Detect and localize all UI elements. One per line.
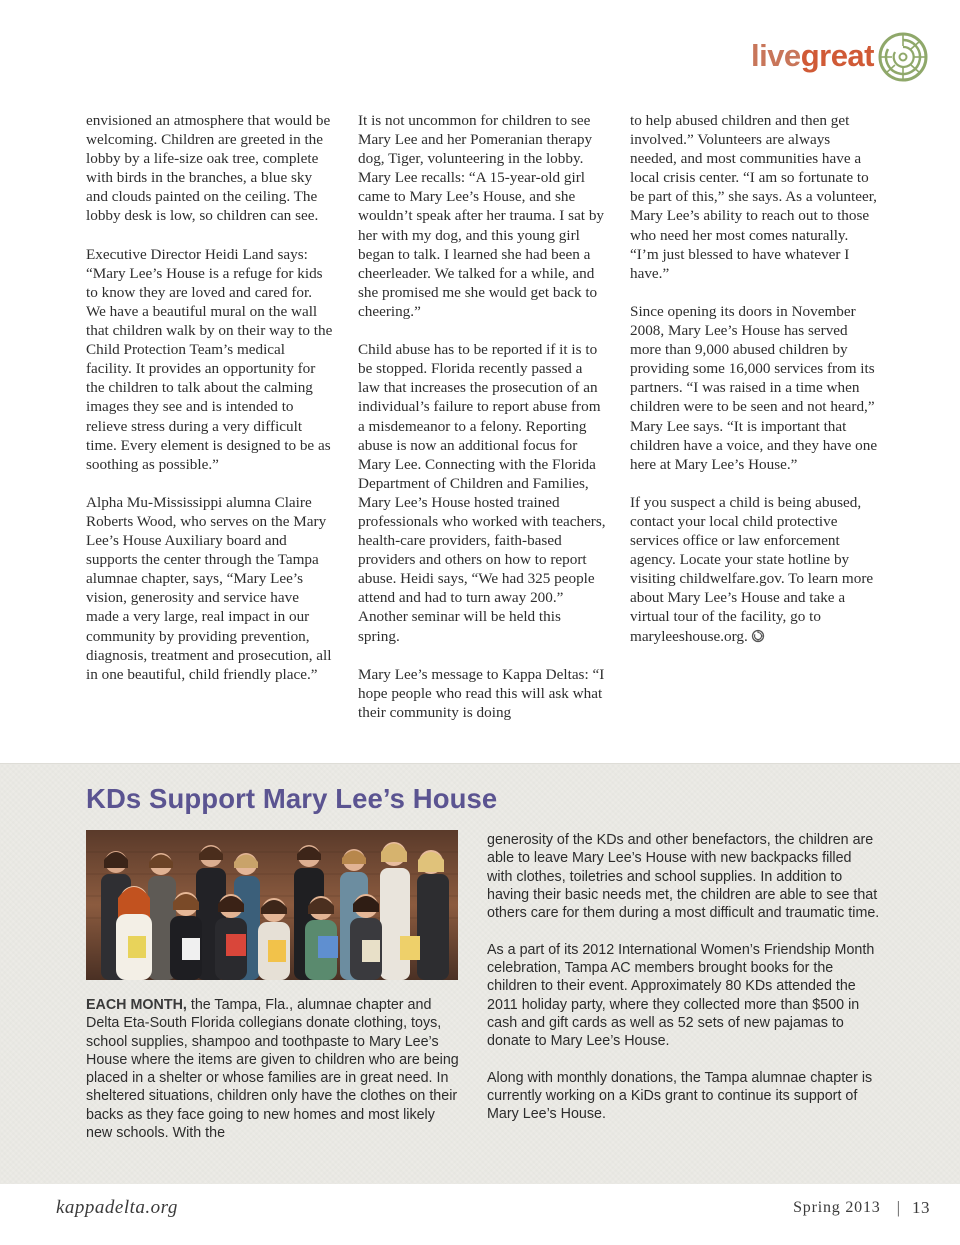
sidebar-right-column <box>487 831 880 1142</box>
sidebar-box <box>0 763 960 1184</box>
sidebar-paragraph: generosity of the KDs and other benefactors, the children are able to leave Mary Lee’s House with new backpacks filled with clothes, toiletries and school supplies. In addition to having their basic needs met, the children are able to see that others care for them during a most difficult and traumatic time. <box>487 832 880 922</box>
footer-issue: Spring 2013 <box>793 1199 881 1216</box>
paragraph: envisioned an atmosphere that would be welcoming. Children are greeted in the lobby by a life-size oak tree, complete with birds in the branches, a blue sky and clouds painted on the ceiling. The lobby desk is low, so children can see. <box>86 112 331 225</box>
group-photo <box>86 830 458 980</box>
livegreat-logo <box>751 26 928 86</box>
paragraph-final-text: If you suspect a child is being abused, contact your local child protective services office or law enforcement agency. Locate your state hotline by visiting childwelfare.gov. To learn more about Mary Lee’s House and take a virtual tour of the facility, go to maryleeshouse.org. <box>630 493 874 645</box>
sidebar-left-paragraph <box>86 996 461 1142</box>
paragraph: It is not uncommon for children to see Mary Lee and her Pomeranian therapy dog, Tiger, volunteering in the lobby. Mary Lee recalls: “A 15-year-old girl came to Mary Lee’s House, and she wouldn’t speak after her trauma. I sat by her with my dog, and this young girl began to talk. I learned she had been a cheerleader. We talked for a while, and she promised me she would get back to cheering.” <box>358 112 605 320</box>
sidebar-paragraph: As a part of its 2012 International Women’s Friendship Month celebration, Tampa AC members brought books for the children to their event. Approximately 80 KDs attended the 2011 holiday party, where they collected more than $500 in cash and gift cards as well as 52 sets of new pajamas to donate to Mary Lee’s House. <box>487 941 875 1050</box>
logo-text <box>751 38 874 74</box>
logo-live: live <box>750 38 801 73</box>
paragraph: Mary Lee’s message to Kappa Deltas: “I hope people who read this will ask what their community is doing <box>358 665 605 721</box>
group-photo-illustration <box>86 830 458 980</box>
paragraph: Child abuse has to be reported if it is to be stopped. Florida recently passed a law that increases the prosecution of an individual’s failure to report abuse from a misdemeanor to a felony. Reporting abuse is now an additional focus for Mary Lee. Connecting with the Florida Department of Children and Families, Mary Lee’s House hosted trained professionals who worked with teachers, health-care providers, faith-based providers and others on how to report abuse. Heidi says, “We had 325 people attend and had to turn away 200.” Another seminar will be held this spring. <box>358 341 606 645</box>
nautilus-shell-icon <box>876 28 928 84</box>
lead-in: EACH MONTH, <box>86 997 187 1013</box>
sidebar-title: KDs Support Mary Lee’s House <box>86 783 498 814</box>
article-column-1 <box>86 111 334 703</box>
paragraph: Since opening its doors in November 2008, Mary Lee’s House has served more than 9,000 abused children by providing some 16,000 services from its partners. “I was raised in a time when children were to be seen and not heard,” Mary Lee says. “It is important that children have a voice, and they have one here at Mary Lee’s House.” <box>630 302 878 473</box>
sidebar-left-text: the Tampa, Fla., alumnae chapter and Delta Eta-South Florida collegians donate clothing, toys, school supplies, shampoo and toothpaste to Mary Lee’s House where the items are given to children who are being placed in a shelter or whose families are in great need. In sheltered situations, children only have the clothes on their backs as they face going to new homes and most likely new schools. With the <box>86 997 459 1142</box>
sidebar-left-column <box>86 996 461 1161</box>
page-number: 13 <box>912 1198 930 1217</box>
logo-great: great <box>800 38 874 73</box>
paragraph-final <box>630 493 878 646</box>
article-column-3 <box>630 111 878 665</box>
paragraph: Alpha Mu-Mississippi alumna Claire Roberts Wood, who serves on the Mary Lee’s House Auxiliary board and supports the center through the Tampa alumnae chapter, says, “Mary Lee’s vision, generosity and service have made a very large, real impact in our community by providing prevention, diagnosis, treatment and prosecution, all in one beautiful, child friendly place.” <box>86 493 332 683</box>
shell-end-mark-icon <box>751 629 765 643</box>
article-column-2 <box>358 111 606 741</box>
footer-page-info <box>793 1198 930 1218</box>
sidebar-paragraph: Along with monthly donations, the Tampa alumnae chapter is currently working on a KiDs grant to continue its support of Mary Lee’s House. <box>487 1069 873 1123</box>
footer-site-url: kappadelta.org <box>56 1197 178 1218</box>
paragraph: to help abused children and then get involved.” Volunteers are always needed, and most communities have a local crisis center. “I am so fortunate to be part of this,” she says. As a volunteer, Mary Lee’s ability to reach out to those who need her most comes naturally. “I’m just blessed to have whatever I have.” <box>630 112 877 282</box>
footer-separator: | <box>896 1198 900 1217</box>
paragraph: Executive Director Heidi Land says: “Mary Lee’s House is a refuge for kids to know they are loved and cared for. We have a beautiful mural on the wall that children walk by on their way to the Child Protection Team’s medical facility. It provides an opportunity for the children to talk about the calming images they see and is intended to relieve stress during a very difficult time. Every element is designed to be as soothing as possible.” <box>86 245 333 473</box>
